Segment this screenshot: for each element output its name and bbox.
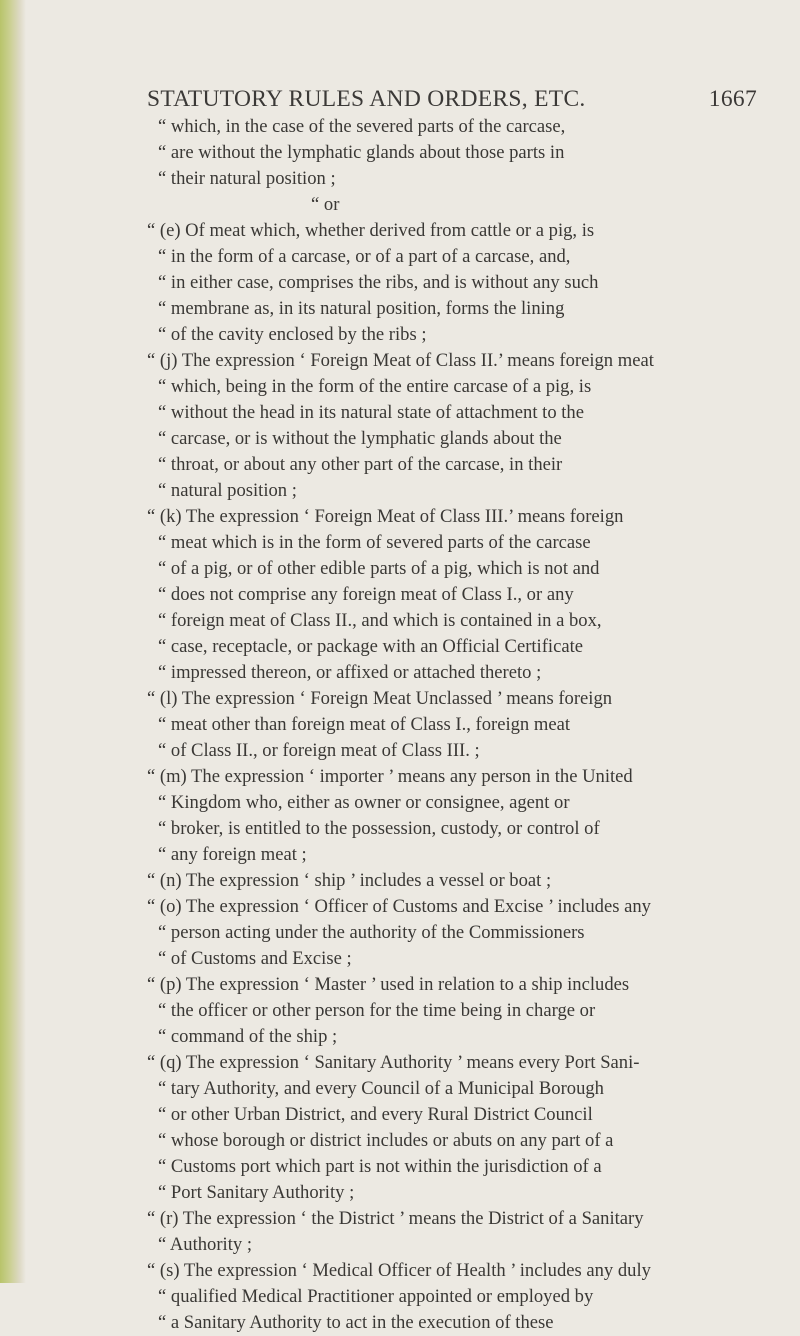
text-line: “ command of the ship ; xyxy=(158,1026,338,1047)
text-line: “ of the cavity enclosed by the ribs ; xyxy=(158,324,427,345)
page-number: 1667 xyxy=(708,86,757,112)
text-line: “ does not comprise any foreign meat of Class I., or any xyxy=(158,584,574,605)
text-line: “ qualified Medical Practitioner appointed or employed by xyxy=(158,1286,594,1307)
text-line: “ are without the lymphatic glands about those parts in xyxy=(158,142,565,163)
clause-q: “ (q) The expression ‘ Sanitary Authority ’ means every Port Sani- xyxy=(147,1052,640,1073)
text-line: “ natural position ; xyxy=(158,480,297,501)
text-line: “ throat, or about any other part of the carcase, in their xyxy=(158,454,563,475)
text-line: “ of Customs and Excise ; xyxy=(158,948,352,969)
text-line: “ Customs port which part is not within the jurisdiction of a xyxy=(158,1156,602,1177)
text-line: “ Port Sanitary Authority ; xyxy=(158,1182,355,1203)
text-line: “ in the form of a carcase, or of a part of a carcase, and, xyxy=(158,246,571,267)
text-line: “ any foreign meat ; xyxy=(158,844,307,865)
text-line: “ Authority ; xyxy=(158,1234,252,1255)
text-line: “ without the head in its natural state of attachment to the xyxy=(158,402,584,423)
clause-l: “ (l) The expression ‘ Foreign Meat Unclassed ’ means foreign xyxy=(147,688,613,709)
clause-r: “ (r) The expression ‘ the District ’ means the District of a Sanitary xyxy=(147,1208,644,1229)
text-line: “ a Sanitary Authority to act in the execution of these xyxy=(158,1312,554,1333)
text-line: “ person acting under the authority of the Commissioners xyxy=(158,922,585,943)
text-line: “ of Class II., or foreign meat of Class III. ; xyxy=(158,740,480,761)
text-line: “ case, receptacle, or package with an Official Certificate xyxy=(158,636,584,657)
clause-n: “ (n) The expression ‘ ship ’ includes a vessel or boat ; xyxy=(147,870,552,891)
text-line: “ meat which is in the form of severed parts of the carcase xyxy=(158,532,591,553)
running-header xyxy=(147,86,757,113)
clause-s: “ (s) The expression ‘ Medical Officer of Health ’ includes any duly xyxy=(147,1260,651,1281)
clause-j: “ (j) The expression ‘ Foreign Meat of Class II.’ means foreign meat xyxy=(147,350,654,371)
clause-o: “ (o) The expression ‘ Officer of Customs and Excise ’ includes any xyxy=(147,896,651,917)
book-spine-edge xyxy=(0,0,26,1283)
document-page xyxy=(52,0,782,1333)
text-line: “ of a pig, or of other edible parts of a pig, which is not and xyxy=(158,558,600,579)
text-line: “ which, being in the form of the entire carcase of a pig, is xyxy=(158,376,592,397)
text-line: “ carcase, or is without the lymphatic glands about the xyxy=(158,428,562,449)
text-line: “ tary Authority, and every Council of a Municipal Borough xyxy=(158,1078,604,1099)
text-line: “ or other Urban District, and every Rural District Council xyxy=(158,1104,593,1125)
text-line: “ or xyxy=(311,194,340,215)
clause-e: “ (e) Of meat which, whether derived from cattle or a pig, is xyxy=(147,220,595,241)
text-line: “ their natural position ; xyxy=(158,168,336,189)
text-line: “ meat other than foreign meat of Class I., foreign meat xyxy=(158,714,571,735)
text-line: “ which, in the case of the severed parts of the carcase, xyxy=(158,116,566,137)
text-line: “ impressed thereon, or affixed or attached thereto ; xyxy=(158,662,542,683)
clause-k: “ (k) The expression ‘ Foreign Meat of Class III.’ means foreign xyxy=(147,506,624,527)
text-line: “ Kingdom who, either as owner or consignee, agent or xyxy=(158,792,570,813)
header-title: STATUTORY RULES AND ORDERS, ETC. xyxy=(147,86,586,112)
clause-p: “ (p) The expression ‘ Master ’ used in relation to a ship includes xyxy=(147,974,630,995)
text-line: “ membrane as, in its natural position, forms the lining xyxy=(158,298,565,319)
text-line: “ whose borough or district includes or abuts on any part of a xyxy=(158,1130,614,1151)
text-line: “ the officer or other person for the time being in charge or xyxy=(158,1000,596,1021)
text-line: “ foreign meat of Class II., and which is contained in a box, xyxy=(158,610,602,631)
text-line: “ broker, is entitled to the possession, custody, or control of xyxy=(158,818,600,839)
clause-m: “ (m) The expression ‘ importer ’ means any person in the United xyxy=(147,766,633,787)
text-line: “ in either case, comprises the ribs, and is without any such xyxy=(158,272,599,293)
